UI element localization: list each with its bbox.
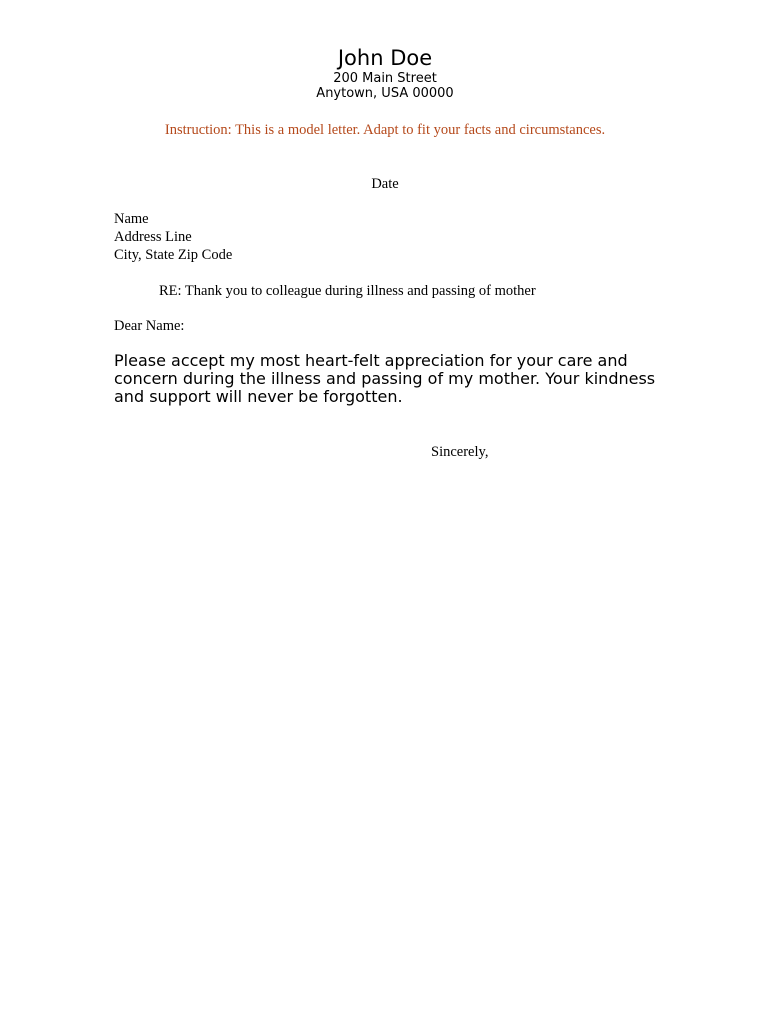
- recipient-address-line: Address Line: [114, 229, 192, 245]
- sender-city-line: Anytown, USA 00000: [316, 86, 454, 101]
- salutation: Dear Name:: [114, 318, 185, 334]
- recipient-block: [114, 210, 232, 264]
- recipient-name: Name: [114, 211, 149, 227]
- instruction-note: Instruction: This is a model letter. Adapt to fit your facts and circumstances.: [164, 122, 606, 138]
- body-line: concern during the illness and passing of my mother. Your kindness: [114, 369, 656, 388]
- subject-line: RE: Thank you to colleague during illness and passing of mother: [159, 283, 536, 299]
- body-line: Please accept my most heart-felt appreciation for your care and: [114, 351, 628, 370]
- closing: Sincerely,: [431, 444, 489, 460]
- body-line: and support will never be forgotten.: [114, 387, 403, 406]
- recipient-city-state-zip: City, State Zip Code: [114, 247, 233, 263]
- letter-date: Date: [371, 176, 399, 192]
- letter-body: [114, 351, 656, 406]
- sender-street: 200 Main Street: [333, 71, 437, 86]
- sender-name: John Doe: [337, 46, 433, 70]
